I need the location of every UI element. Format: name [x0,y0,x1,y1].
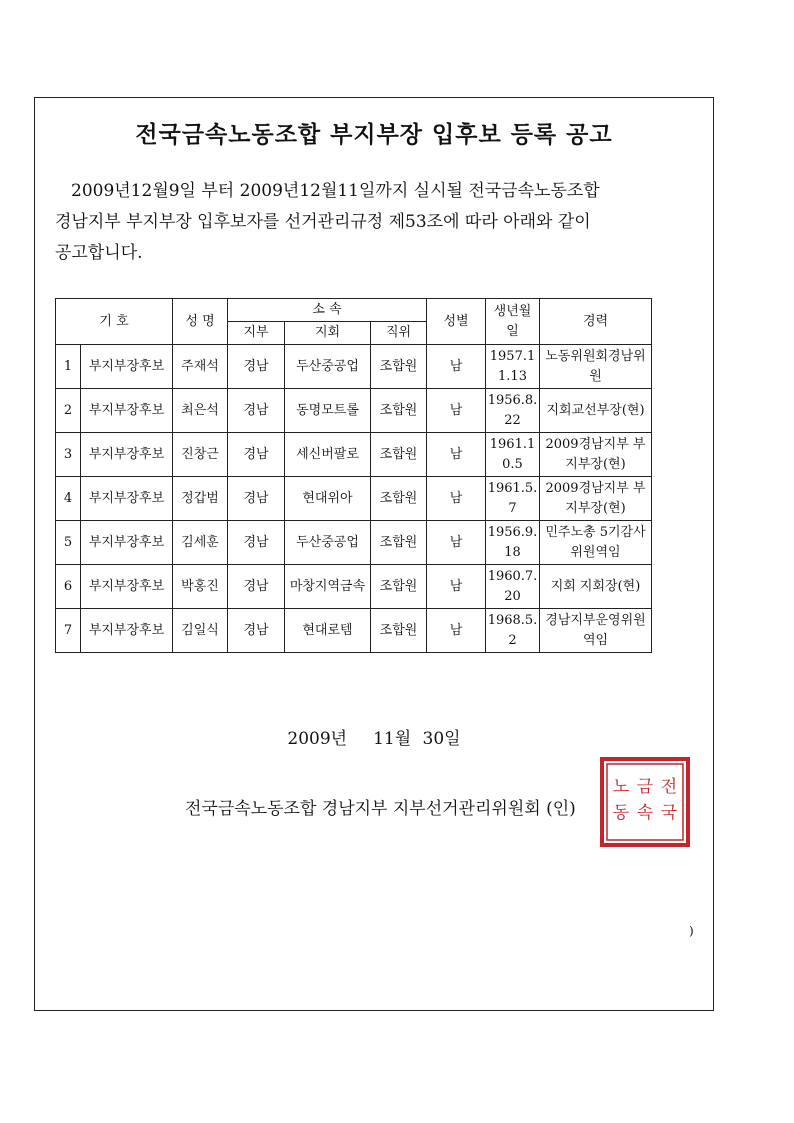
row-number: 6 [56,565,81,609]
row-birth: 1961.5.7 [486,477,540,521]
row-branch: 경남 [228,389,285,433]
row-role: 부지부장후보 [81,389,173,433]
row-career: 지회 지회장(현) [540,565,652,609]
row-name: 최은석 [173,389,228,433]
row-career: 민주노총 5기감사위원역임 [540,521,652,565]
row-number: 3 [56,433,81,477]
row-position: 조합원 [371,389,427,433]
row-birth: 1960.7.20 [486,565,540,609]
intro-line-3: 공고합니다. [55,243,143,263]
row-branch: 경남 [228,521,285,565]
official-seal-icon [599,756,691,848]
svg-text:동: 동 [612,803,630,823]
row-number: 1 [56,345,81,389]
row-role: 부지부장후보 [81,433,173,477]
table-row [56,345,652,389]
row-number: 4 [56,477,81,521]
row-name: 진창근 [173,433,228,477]
row-career: 경남지부운영위원역임 [540,609,652,653]
row-position: 조합원 [371,609,427,653]
row-branch: 경남 [228,433,285,477]
header-symbol: 기 호 [56,299,173,345]
row-career: 노동위원회경남위원 [540,345,652,389]
header-chapter: 지회 [285,322,371,345]
row-role: 부지부장후보 [81,477,173,521]
notice-title: 전국금속노동조합 부지부장 입후보 등록 공고 [135,122,613,148]
row-gender: 남 [427,565,486,609]
row-birth: 1961.10.5 [486,433,540,477]
row-name: 박홍진 [173,565,228,609]
row-chapter: 현대로템 [285,609,371,653]
notice-intro [55,176,695,269]
svg-text:속: 속 [636,803,654,823]
notice-date: 2009년 11월 30일 [287,729,461,749]
row-chapter: 마창지역금속 [285,565,371,609]
candidate-table [55,298,652,653]
row-branch: 경남 [228,565,285,609]
row-name: 김일식 [173,609,228,653]
table-row [56,389,652,433]
table-row [56,609,652,653]
row-name: 정갑범 [173,477,228,521]
row-number: 7 [56,609,81,653]
table-row [56,565,652,609]
notice-frame [34,97,714,1011]
header-position: 직위 [371,322,427,345]
svg-text:전: 전 [660,777,678,797]
row-role: 부지부장후보 [81,521,173,565]
row-gender: 남 [427,477,486,521]
header-affiliation: 소 속 [228,299,427,322]
row-name: 김세훈 [173,521,228,565]
table-row [56,433,652,477]
header-gender: 성별 [427,299,486,345]
row-gender: 남 [427,433,486,477]
row-chapter: 세신버팔로 [285,433,371,477]
row-position: 조합원 [371,433,427,477]
intro-line-1: 2009년12월9일 부터 2009년12월11일까지 실시될 전국금속노동조합 [71,181,600,201]
svg-text:노: 노 [612,777,630,797]
svg-text:금: 금 [636,777,654,797]
issuing-organization: 전국금속노동조합 경남지부 지부선거관리위원회 (인) [185,799,576,819]
row-gender: 남 [427,389,486,433]
header-name: 성 명 [173,299,228,345]
row-role: 부지부장후보 [81,565,173,609]
row-position: 조합원 [371,345,427,389]
row-chapter: 현대위아 [285,477,371,521]
header-career: 경력 [540,299,652,345]
row-career: 지회교선부장(현) [540,389,652,433]
row-gender: 남 [427,345,486,389]
row-role: 부지부장후보 [81,345,173,389]
intro-line-2: 경남지부 부지부장 입후보자를 선거관리규정 제53조에 따라 아래와 같이 [55,212,591,232]
table-row [56,521,652,565]
row-birth: 1957.11.13 [486,345,540,389]
row-career: 2009경남지부 부지부장(현) [540,477,652,521]
row-birth: 1968.5.2 [486,609,540,653]
row-gender: 남 [427,521,486,565]
row-chapter: 두산중공업 [285,521,371,565]
row-branch: 경남 [228,477,285,521]
row-position: 조합원 [371,565,427,609]
row-branch: 경남 [228,609,285,653]
trailing-mark: ) [689,924,694,938]
row-birth: 1956.8.22 [486,389,540,433]
row-chapter: 두산중공업 [285,345,371,389]
row-role: 부지부장후보 [81,609,173,653]
table-row [56,477,652,521]
row-position: 조합원 [371,477,427,521]
row-number: 5 [56,521,81,565]
row-chapter: 동명모트롤 [285,389,371,433]
row-career: 2009경남지부 부지부장(현) [540,433,652,477]
row-gender: 남 [427,609,486,653]
row-number: 2 [56,389,81,433]
header-birth: 생년월일 [486,299,540,345]
row-position: 조합원 [371,521,427,565]
svg-text:국: 국 [660,803,678,823]
row-branch: 경남 [228,345,285,389]
row-birth: 1956.9.18 [486,521,540,565]
row-name: 주재석 [173,345,228,389]
seal-mark: (인) [546,799,576,819]
header-branch: 지부 [228,322,285,345]
